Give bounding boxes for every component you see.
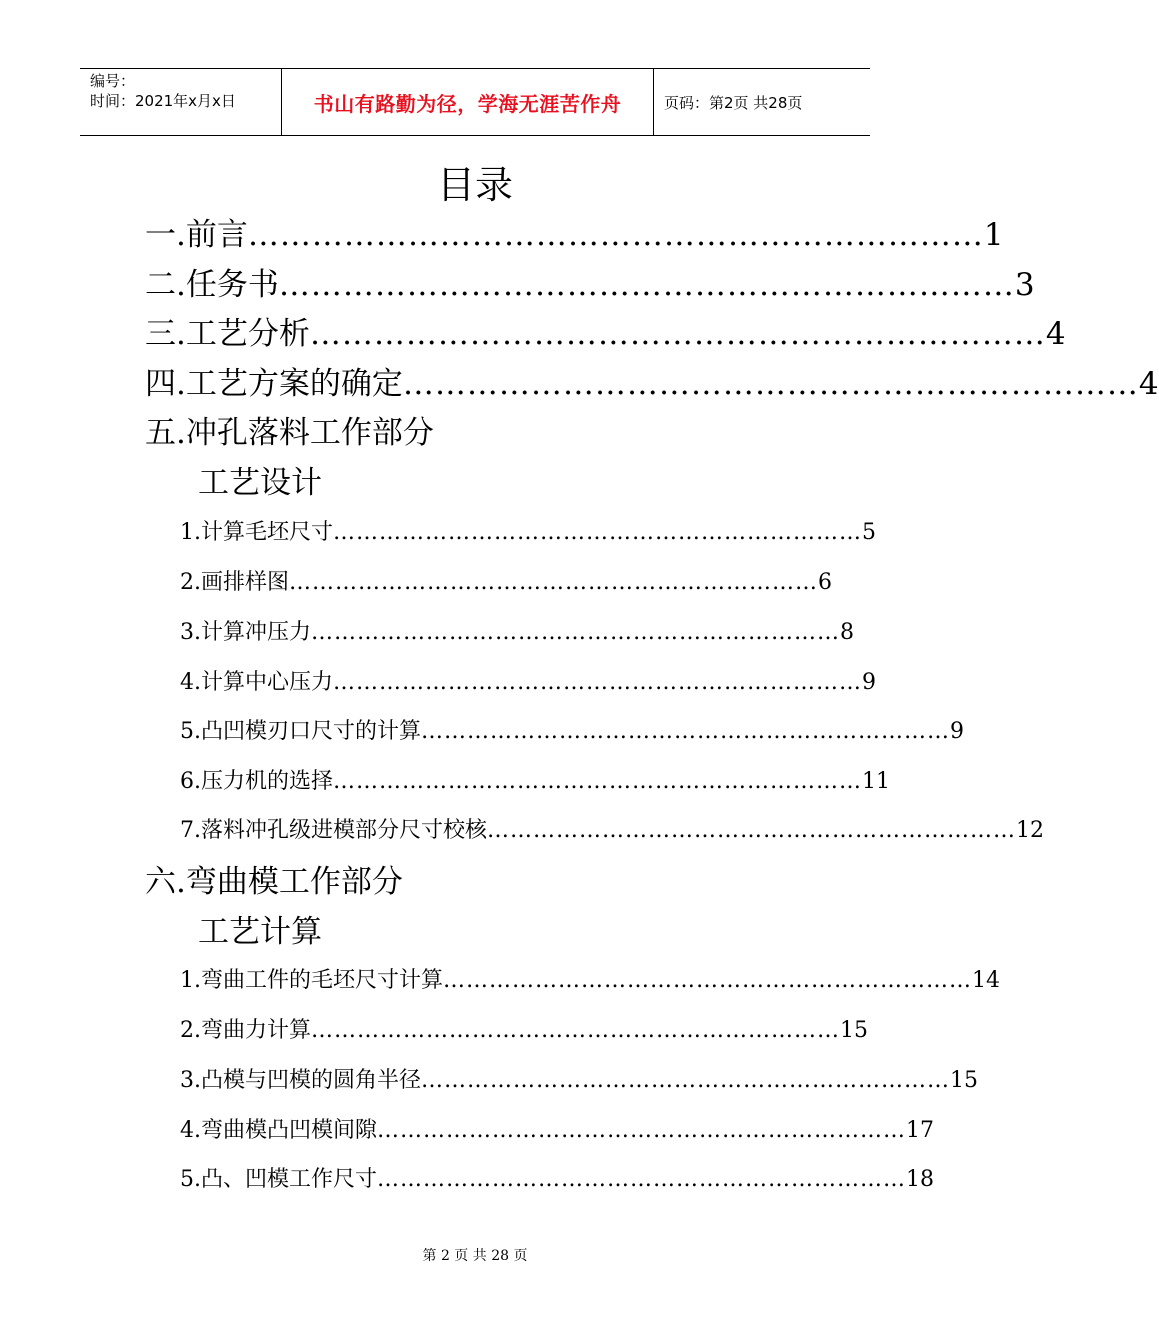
toc-subheading-process-calc[interactable] (198, 912, 322, 952)
toc-leader-dots: …………………………………………………………… (402, 366, 1139, 402)
toc-page-number: 12 (1016, 818, 1044, 843)
toc-entry-text: 5.凸凹模刃口尺寸的计算 (180, 719, 421, 744)
toc-entry-bending-force[interactable] (180, 1016, 868, 1046)
toc-section-bending[interactable] (145, 862, 403, 902)
toc-leader-dots: …………………………………………………………… (278, 267, 1015, 303)
toc-entry-text: 4.弯曲模凸凹模间隙 (180, 1118, 377, 1143)
header-page-info: 页码：第2页 共28页 (664, 93, 803, 112)
toc-entry-bending-blank-size[interactable] (180, 966, 1000, 996)
toc-page-number: 8 (840, 620, 854, 645)
toc-page-number: 11 (862, 769, 890, 794)
toc-entry-blank-size[interactable] (180, 518, 876, 548)
page-title: 目录 (436, 163, 513, 207)
toc-entry-text: 一.前言 (145, 217, 248, 253)
toc-leader-dots: …………………………………………………………… (487, 818, 1016, 843)
toc-leader-dots: …………………………………………………………… (309, 316, 1046, 352)
toc-subheading-process-design[interactable] (198, 463, 322, 503)
header-motto: 书山有路勤为径，学海无涯苦作舟 (313, 91, 622, 116)
toc-page-number: 3 (1014, 267, 1035, 303)
toc-leader-dots: …………………………………………………………… (333, 769, 862, 794)
toc-section-punching[interactable] (145, 413, 434, 453)
toc-leader-dots: …………………………………………………………… (421, 719, 950, 744)
toc-leader-dots: …………………………………………………………… (311, 620, 840, 645)
toc-leader-dots: …………………………………………………………… (377, 1167, 906, 1192)
toc-entry-text: 1.弯曲工件的毛坯尺寸计算 (180, 968, 443, 993)
toc-entry-working-size[interactable] (180, 1165, 934, 1195)
toc-entry-text: 三.工艺分析 (145, 316, 310, 352)
toc-leader-dots: …………………………………………………………… (289, 570, 818, 595)
number-label: 编号： (90, 72, 136, 90)
header-motto-cell (282, 69, 654, 135)
date-label: 时间：2021年x月x日 (90, 92, 236, 110)
toc-entry-text: 4.计算中心压力 (180, 670, 333, 695)
toc-entry-text: 1.计算毛坯尺寸 (180, 520, 333, 545)
toc-entry-text: 工艺计算 (198, 914, 322, 950)
toc-leader-dots: …………………………………………………………… (443, 968, 972, 993)
toc-page-number: 5 (862, 520, 876, 545)
toc-entry-preface[interactable] (145, 215, 1004, 255)
toc-entry-punching-force[interactable] (180, 618, 854, 648)
toc-leader-dots: …………………………………………………………… (377, 1118, 906, 1143)
toc-entry-text: 2.弯曲力计算 (180, 1018, 311, 1043)
toc-entry-text: 3.计算冲压力 (180, 620, 311, 645)
toc-entry-text: 工艺设计 (198, 465, 322, 501)
toc-leader-dots: …………………………………………………………… (333, 670, 862, 695)
toc-page-number: 1 (983, 217, 1004, 253)
toc-page-number: 9 (950, 719, 964, 744)
toc-page-number: 15 (950, 1068, 978, 1093)
toc-page-number: 6 (818, 570, 832, 595)
toc-page-number: 4 (1045, 316, 1066, 352)
header-meta (80, 69, 282, 135)
toc-entry-press-selection[interactable] (180, 767, 890, 797)
toc-entry-text: 3.凸模与凹模的圆角半径 (180, 1068, 421, 1093)
toc-entry-assignment[interactable] (145, 265, 1035, 305)
toc-entry-text: 5.凸、凹模工作尺寸 (180, 1167, 377, 1192)
toc-leader-dots: …………………………………………………………… (311, 1018, 840, 1043)
toc-entry-edge-size[interactable] (180, 717, 964, 747)
toc-entry-center-pressure[interactable] (180, 668, 876, 698)
toc-leader-dots: …………………………………………………………… (333, 520, 862, 545)
toc-entry-text: 二.任务书 (145, 267, 279, 303)
toc-entry-corner-radius[interactable] (180, 1066, 978, 1096)
page-header (80, 68, 870, 136)
toc-page-number: 14 (972, 968, 1000, 993)
toc-entry-text: 六.弯曲模工作部分 (145, 864, 403, 900)
toc-page-number: 4 (1138, 366, 1159, 402)
toc-entry-progressive-die-check[interactable] (180, 816, 1044, 846)
toc-entry-text: 6.压力机的选择 (180, 769, 333, 794)
toc-entry-process-plan[interactable] (145, 364, 1159, 404)
toc-entry-process-analysis[interactable] (145, 314, 1066, 354)
toc-entry-die-clearance[interactable] (180, 1116, 934, 1146)
toc-page-number: 18 (906, 1167, 934, 1192)
page-footer: 第 2 页 共 28 页 (422, 1248, 528, 1264)
toc-page-number: 15 (840, 1018, 868, 1043)
toc-page-number: 9 (862, 670, 876, 695)
toc-entry-layout-drawing[interactable] (180, 568, 832, 598)
toc-leader-dots: …………………………………………………………… (421, 1068, 950, 1093)
toc-leader-dots: …………………………………………………………… (247, 217, 984, 253)
toc-entry-text: 2.画排样图 (180, 570, 289, 595)
toc-entry-text: 五.冲孔落料工作部分 (145, 415, 434, 451)
toc-entry-text: 四.工艺方案的确定 (145, 366, 403, 402)
toc-entry-text: 7.落料冲孔级进模部分尺寸校核 (180, 818, 487, 843)
toc-page-number: 17 (906, 1118, 934, 1143)
